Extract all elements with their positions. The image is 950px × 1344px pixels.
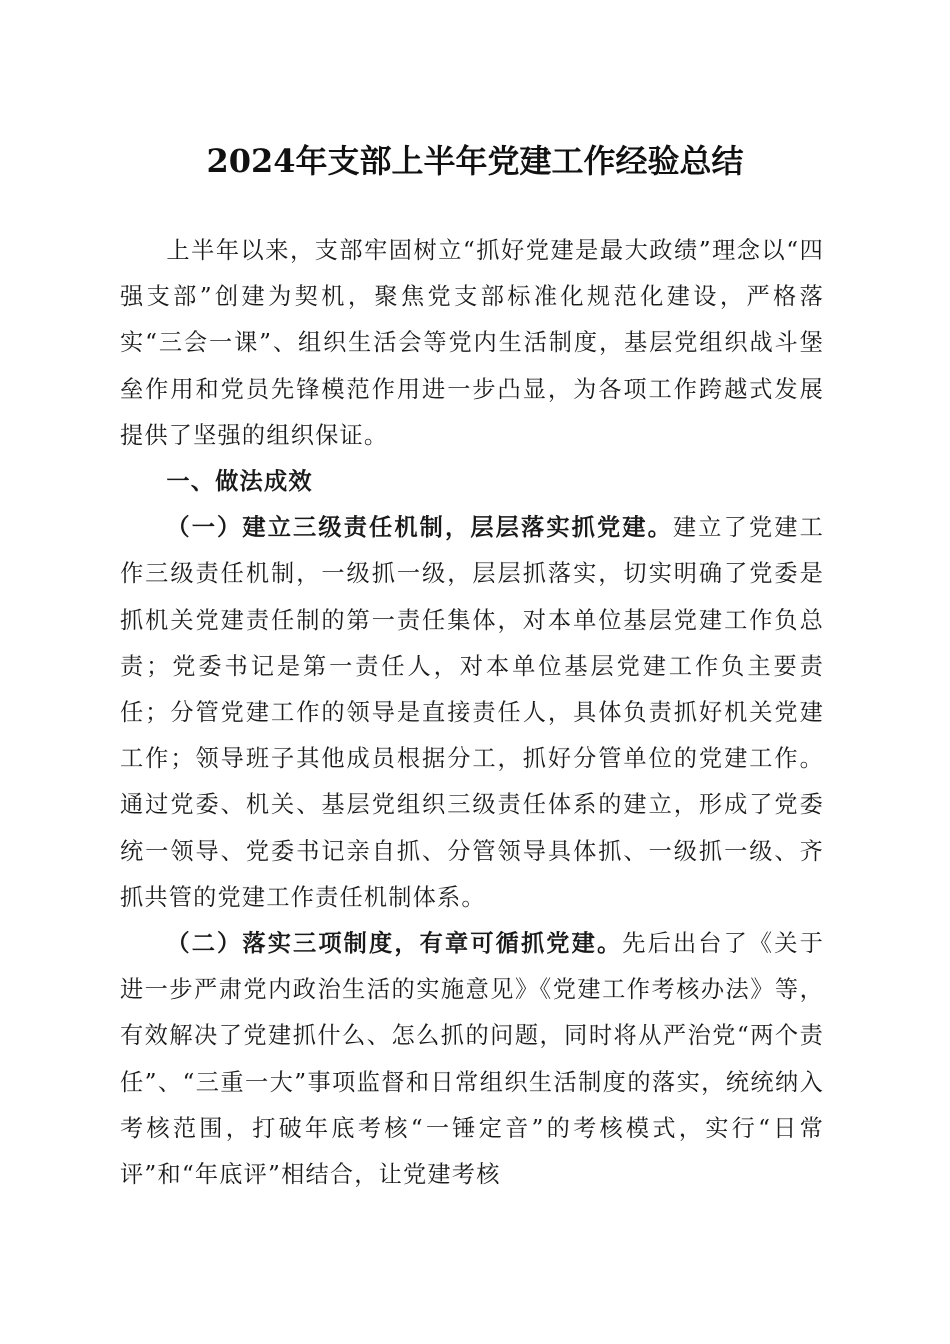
item-text-2: 先后出台了《关于进一步严肃党内政治生活的实施意见》《党建工作考核办法》等，有效解决了党建抓什么、怎么抓的问题，同时将从严治党“两个责任”、“三重一大”事项监督和日常组织生活制度的落实，统统纳入考核范围，打破年底考核“一锤定音”的考核模式，实行“日常评”和“年底评”相结合，让党建考核 (120, 930, 824, 1189)
intro-paragraph: 上半年以来，支部牢固树立“抓好党建是最大政绩”理念以“四强支部”创建为契机，聚焦党支部标准化规范化建设，严格落实“三会一课”、组织生活会等党内生活制度，基层党组织战斗堡垒作用和党员先锋模范作用进一步凸显，为各项工作跨越式发展提供了坚强的组织保证。 (120, 237, 824, 449)
item-paragraph-1 (120, 505, 824, 921)
item-text-1: 建立了党建工作三级责任机制，一级抓一级，层层抓落实，切实明确了党委是抓机关党建责任制的第一责任集体，对本单位基层党建工作负总责；党委书记是第一责任人，对本单位基层党建工作负主要责任；分管党建工作的领导是直接责任人，具体负责抓好机关党建工作；领导班子其他成员根据分工，抓好分管单位的党建工作。通过党委、机关、基层党组织三级责任体系的建立，形成了党委统一领导、党委书记亲自抓、分管领导具体抓、一级抓一级、齐抓共管的党建工作责任机制体系。 (120, 514, 824, 911)
section-heading: 一、做法成效 (166, 468, 313, 496)
document-body (120, 228, 824, 1198)
item-lead-1: （一）建立三级责任机制，层层落实抓党建。 (166, 514, 673, 542)
item-paragraph-2 (120, 921, 824, 1198)
item-lead-2: （二）落实三项制度，有章可循抓党建。 (166, 930, 623, 958)
document-title: 2024年支部上半年党建工作经验总结 (206, 142, 744, 180)
